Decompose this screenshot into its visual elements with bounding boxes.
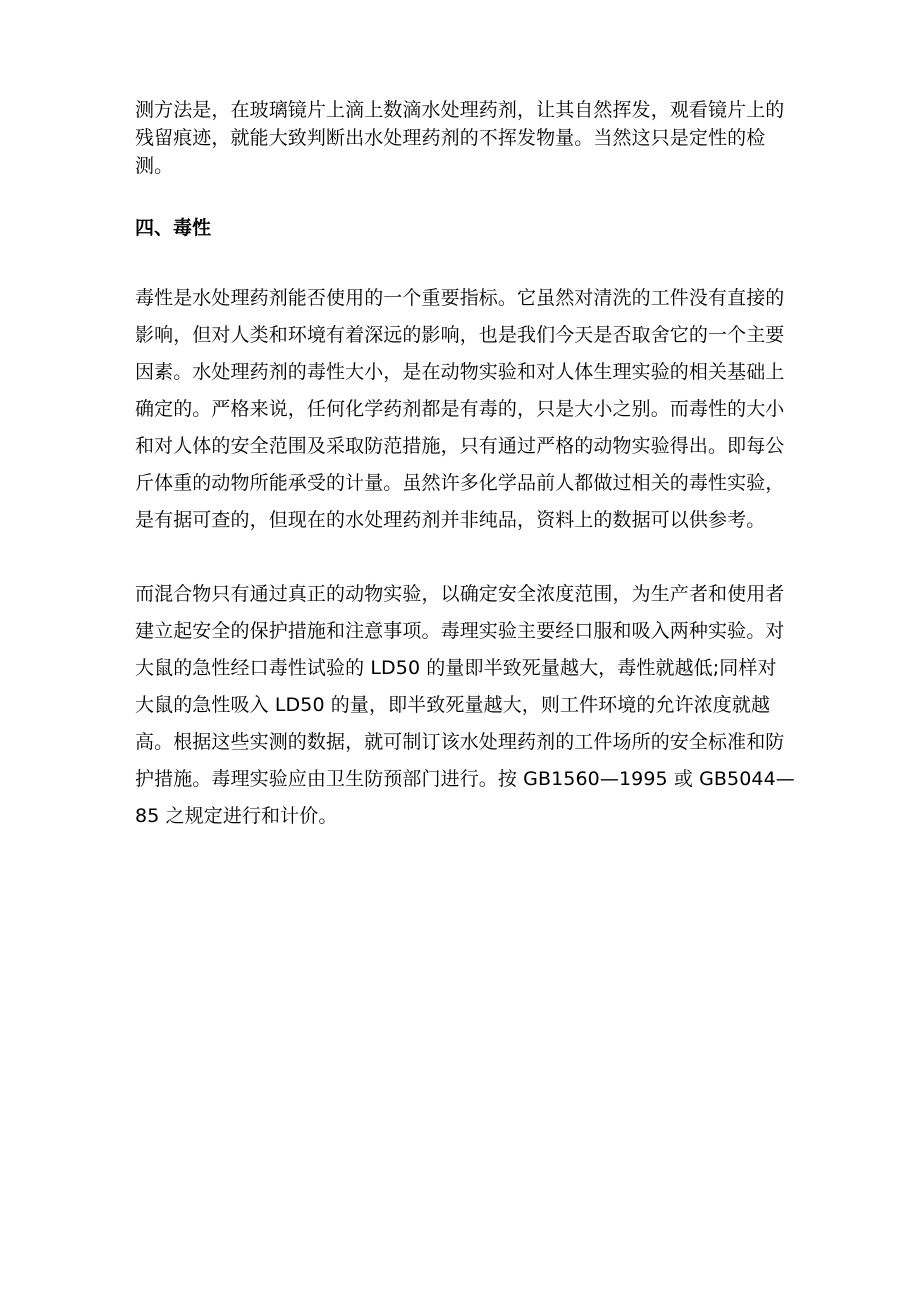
paragraph-detection-method: 测方法是，在玻璃镜片上滴上数滴水处理药剂，让其自然挥发，观看镜片上的残留痕迹，就能大致判断出水处理药剂的不挥发物量。当然这只是定性的检测。	[135, 99, 785, 177]
paragraph-toxicity-testing: 而混合物只有通过真正的动物实验，以确定安全浓度范围，为生产者和使用者建立起安全的保护措施和注意事项。毒理实验主要经口服和吸入两种实验。对大鼠的急性经口毒性试验的 LD50 的量即半致死量越大，毒性就越低;同样对大鼠的急性吸入 LD50 的量，即半致死量越大，则工件环境的允许浓度就越高。根据这些实测的数据，就可制订该水处理药剂的工件场所的安全标准和防护措施。毒理实验应由卫生防预部门进行。按 GB1560—1995 或 GB5044—85 之规定进行和计价。	[135, 583, 795, 827]
section-heading-toxicity: 四、毒性	[135, 217, 212, 239]
document-body	[135, 96, 795, 835]
paragraph-spacer	[135, 180, 795, 214]
paragraph-toxicity-overview: 毒性是水处理药剂能否使用的一个重要指标。它虽然对清洗的工件没有直接的影响，但对人类和环境有着深远的影响，也是我们今天是否取舍它的一个主要因素。水处理药剂的毒性大小，是在动物实验和对人体生理实验的相关基础上确定的。严格来说，任何化学药剂都是有毒的，只是大小之别。而毒性的大小和对人体的安全范围及采取防范措施，只有通过严格的动物实验得出。即每公斤体重的动物所能承受的计量。虽然许多化学品前人都做过相关的毒性实验，是有据可查的，但现在的水处理药剂并非纯品，资料上的数据可以供参考。	[135, 287, 785, 531]
paragraph-spacer	[135, 539, 795, 576]
paragraph-spacer	[135, 242, 795, 280]
